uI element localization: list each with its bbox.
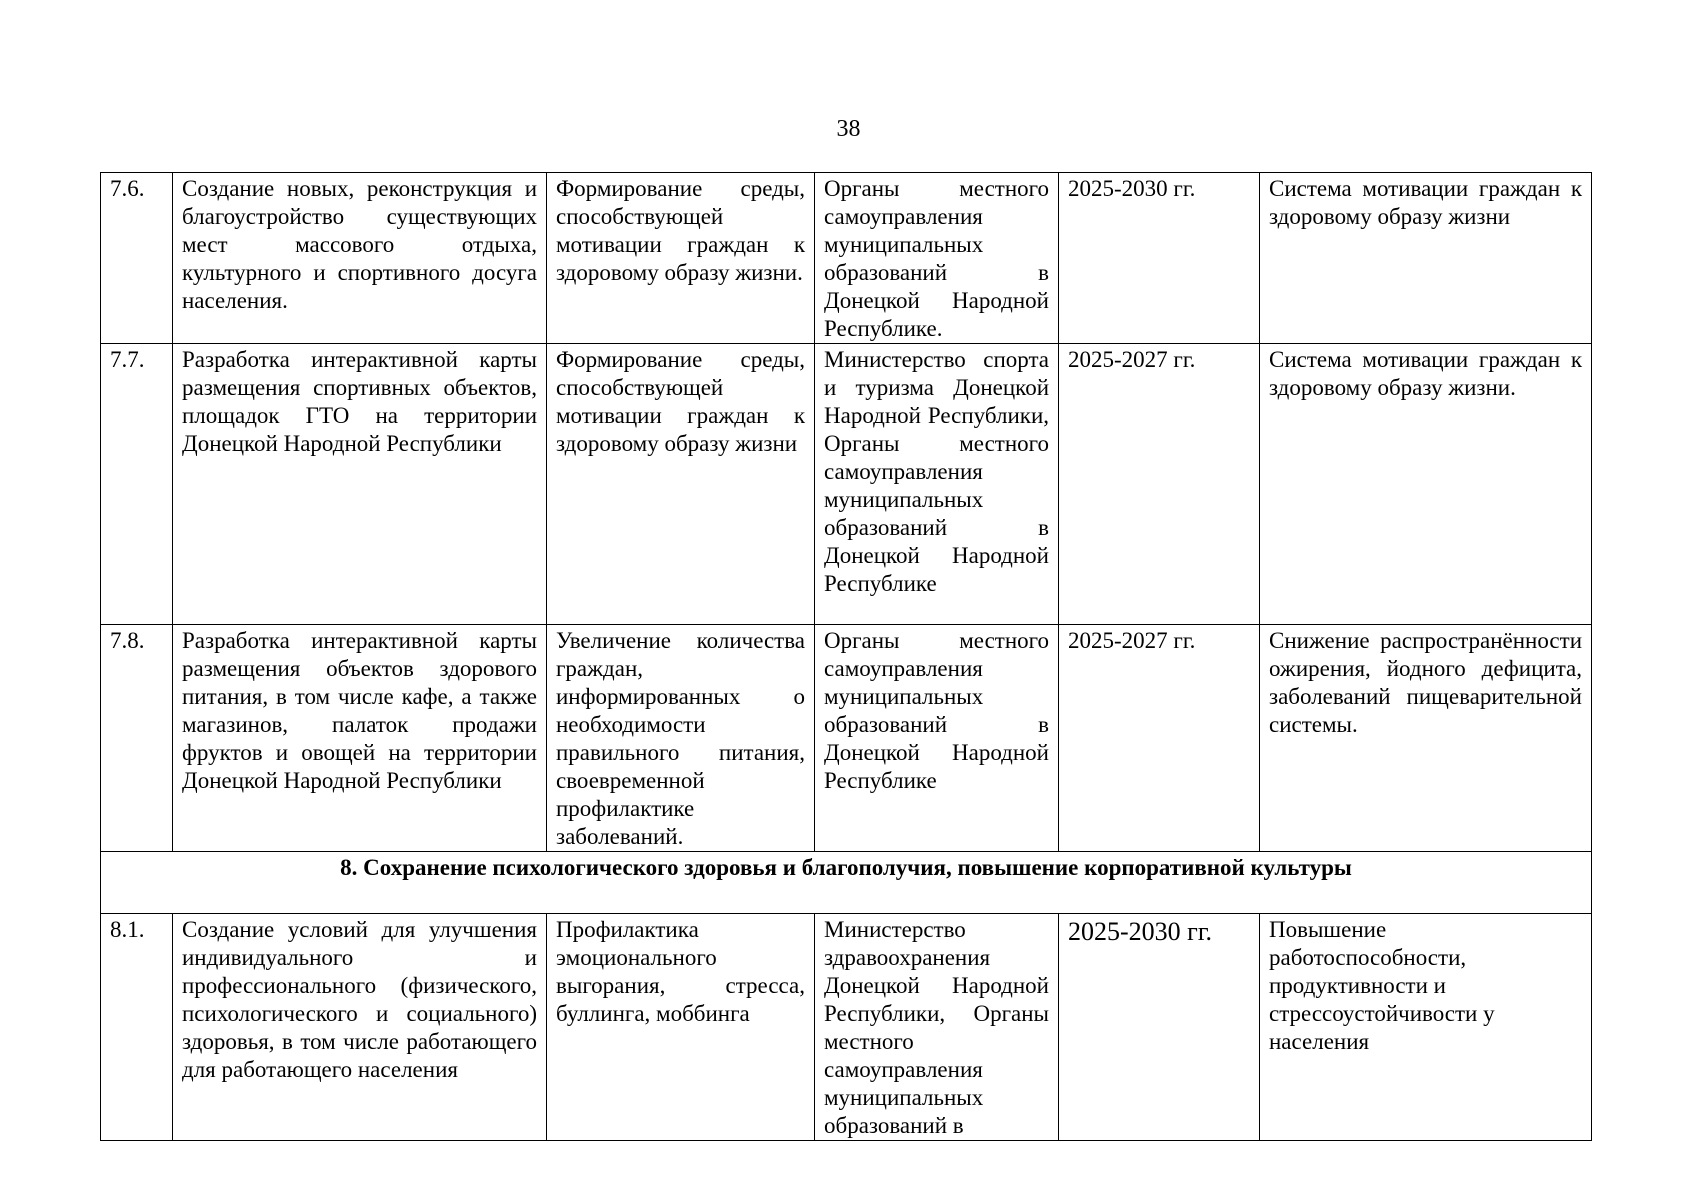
table-row: [101, 914, 1592, 1141]
section-title: 8. Сохранение психологического здоровья и благополучия, повышение корпоративной культуры: [101, 852, 1592, 914]
goal-cell: Увеличение количества граждан, информированных о необходимости правильного питания, своевременной профилактике заболеваний.: [547, 625, 815, 852]
period-cell: 2025-2030 гг.: [1059, 173, 1260, 344]
executor-cell: Министерство здравоохранения Донецкой Народной Республики, Органы местного самоуправления муниципальных образований в: [815, 914, 1059, 1141]
measure-cell: Разработка интерактивной карты размещения спортивных объектов, площадок ГТО на территории Донецкой Народной Республики: [173, 344, 547, 625]
table-row: [101, 625, 1592, 852]
page-number: 38: [836, 116, 861, 142]
row-number: 7.6.: [101, 173, 173, 344]
result-cell: Система мотивации граждан к здоровому образу жизни: [1260, 173, 1592, 344]
table-row: [101, 173, 1592, 344]
executor-cell: Министерство спорта и туризма Донецкой Народной Республики, Органы местного самоуправления муниципальных образований в Донецкой Народной Республике: [815, 344, 1059, 625]
goal-cell: Формирование среды, способствующей мотивации граждан к здоровому образу жизни.: [547, 173, 815, 344]
goal-cell: Формирование среды, способствующей мотивации граждан к здоровому образу жизни: [547, 344, 815, 625]
goal-cell: Профилактика эмоционального выгорания, стресса, буллинга, моббинга: [547, 914, 815, 1141]
measures-table: [100, 172, 1592, 1141]
row-number: 7.8.: [101, 625, 173, 852]
result-cell: Система мотивации граждан к здоровому образу жизни.: [1260, 344, 1592, 625]
row-number: 7.7.: [101, 344, 173, 625]
result-cell: Снижение распространённости ожирения, йодного дефицита, заболеваний пищеварительной системы.: [1260, 625, 1592, 852]
result-cell: Повышение работоспособности, продуктивности и стрессоустойчивости у населения: [1260, 914, 1592, 1141]
period-cell: 2025-2027 гг.: [1059, 344, 1260, 625]
executor-cell: Органы местного самоуправления муниципальных образований в Донецкой Народной Республике: [815, 625, 1059, 852]
period-cell: 2025-2027 гг.: [1059, 625, 1260, 852]
period-cell: 2025-2030 гг.: [1059, 914, 1260, 1141]
row-number: 8.1.: [101, 914, 173, 1141]
section-header-row: [101, 852, 1592, 914]
table-row: [101, 344, 1592, 625]
executor-cell: Органы местного самоуправления муниципальных образований в Донецкой Народной Республике.: [815, 173, 1059, 344]
measure-cell: Создание условий для улучшения индивидуального и профессионального (физического, психологического и социального) здоровья, в том числе работающего для работающего населения: [173, 914, 547, 1141]
measure-cell: Создание новых, реконструкция и благоустройство существующих мест массового отдыха, культурного и спортивного досуга населения.: [173, 173, 547, 344]
measure-cell: Разработка интерактивной карты размещения объектов здорового питания, в том числе кафе, а также магазинов, палаток продажи фруктов и овощей на территории Донецкой Народной Республики: [173, 625, 547, 852]
